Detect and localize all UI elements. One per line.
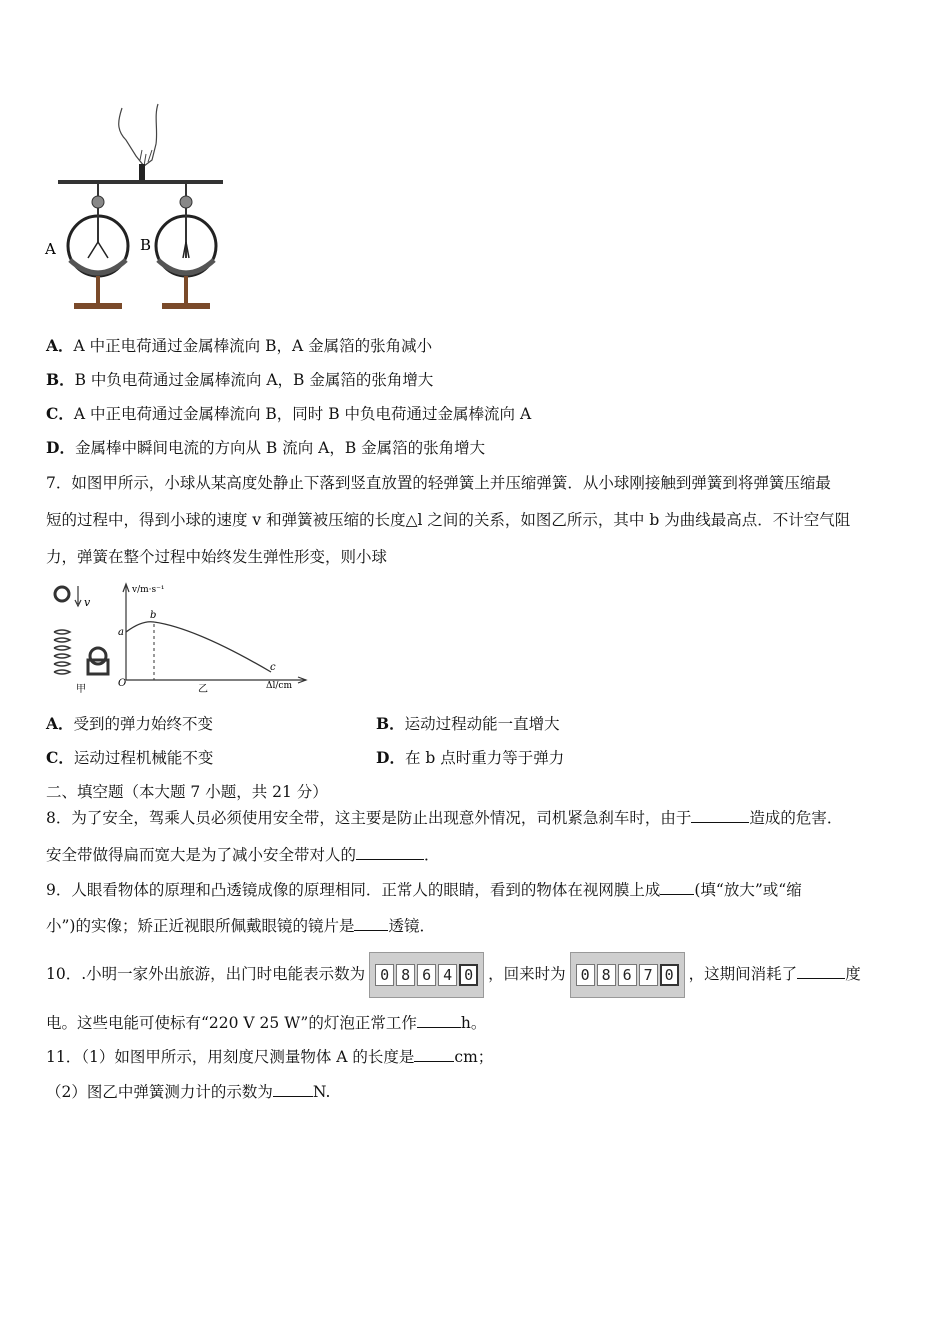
x-axis-label: Δl/cm [266,681,292,691]
y-axis-label: v/m·s⁻¹ [132,585,165,595]
section-heading: 二、填空题（本大题 7 小题，共 21 分） [46,783,328,801]
electroscope-figure [40,100,240,315]
origin-label: O [118,678,127,689]
jia-label: 甲 [76,684,86,695]
spring-graph-figure [46,580,311,700]
meter-start: 0 8 6 4 0 [369,952,484,998]
q6-option-c: C．A 中正电荷通过金属棒流向 B，同时 B 中负电荷通过金属棒流向 A [46,404,532,423]
q6-option-a: A．A 中正电荷通过金属棒流向 B，A 金属箔的张角减小 [46,336,433,355]
point-b-label: b [150,610,157,621]
point-c-label: c [270,662,276,673]
point-a-label: a [118,627,124,638]
q7-stem-line3: 力，弹簧在整个过程中始终发生弹性形变，则小球 [46,548,388,566]
q9-line1: 9．人眼看物体的原理和凸透镜成像的原理相同．正常人的眼睛，看到的物体在视网膜上成 (填“放大”或“缩 [46,881,802,899]
q10-line2: 电。这些电能可使标有“220 V 25 W”的灯泡正常工作 h。 [46,1014,487,1032]
q6-option-d: D．金属棒中瞬间电流的方向从 B 流向 A，B 金属箔的张角增大 [46,438,486,457]
q7-option-b: B．运动过程动能一直增大 [376,714,560,733]
q9-line2: 小”)的实像；矫正近视眼所佩戴眼镜的镜片是 透镜． [46,917,435,935]
v-label: v [84,596,91,609]
meter-end: 0 8 6 7 0 [570,952,685,998]
label-b: B [140,236,152,254]
q11-line1: 11．（1）如图甲所示，用刻度尺测量物体 A 的长度是 cm； [46,1048,494,1066]
yi-label: 乙 [198,684,208,695]
q7-option-a: A．受到的弹力始终不变 [46,714,214,733]
q8-line1: 8．为了安全，驾乘人员必须使用安全带，这主要是防止出现意外情况，司机紧急刹车时，由于 造成的危害． [46,809,843,827]
q10-line1: 10．.小明一家外出旅游，出门时电能表示数为 0 8 6 4 0 ，回来时为 0 8 6 7 0 ，这期间消耗了 度 [46,952,861,998]
q11-line2: （2）图乙中弹簧测力计的示数为 N. [46,1083,331,1101]
q6-option-b: B．B 中负电荷通过金属棒流向 A，B 金属箔的张角增大 [46,370,434,389]
q7-stem-line2: 短的过程中，得到小球的速度 v 和弹簧被压缩的长度△l 之间的关系，如图乙所示，其中 b 为曲线最高点．不计空气阻 [46,511,851,529]
q7-option-d: D．在 b 点时重力等于弹力 [376,748,565,767]
q8-line2: 安全带做得扁而宽大是为了减小安全带对人的 ． [46,846,440,864]
label-a: A [45,240,56,258]
q7-option-c: C．运动过程机械能不变 [46,748,214,767]
q7-stem-line1: 7．如图甲所示，小球从某高度处静止下落到竖直放置的轻弹簧上并压缩弹簧．从小球刚接触到弹簧到将弹簧压缩最 [46,474,831,492]
